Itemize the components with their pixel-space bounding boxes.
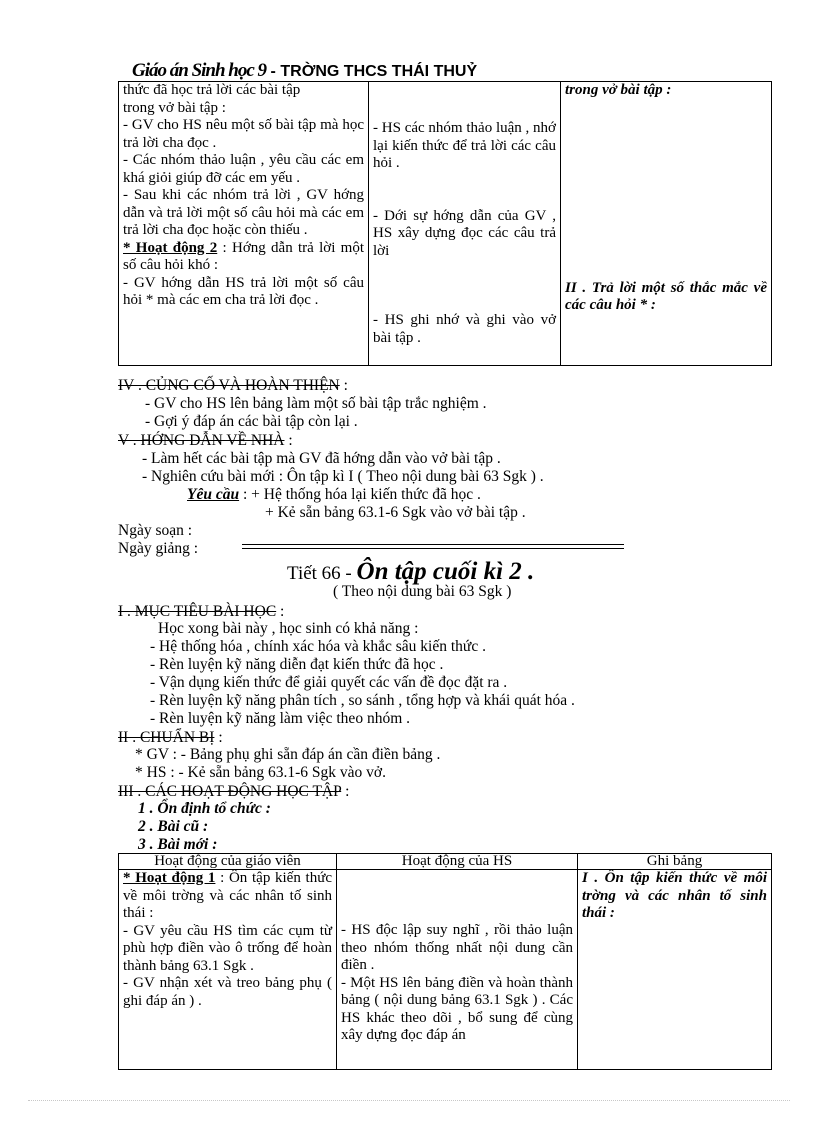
text-line: - Nghiên cứu bài mới : Ôn tập kì I ( Theo nội dung bài 63 Sgk ) . — [142, 468, 544, 485]
text-line: - Dới sự hớng dẫn của GV , HS xây dựng đọc các câu trả lời — [373, 207, 556, 259]
header-school: TRỜNG THCS THÁI THUỶ — [280, 63, 478, 80]
heading-colon: : — [276, 603, 285, 620]
text-line: - HS độc lập suy nghĩ , rồi thảo luận theo nhóm thống nhất nội dung cần điền . — [341, 922, 573, 973]
heading-colon: : — [341, 783, 350, 800]
text-line: - Rèn luyện kỹ năng phân tích , so sánh , tổng hợp và khái quát hóa . — [150, 692, 575, 709]
text-line: - Vận dụng kiến thức để giải quyết các vấn đề đọc đặt ra . — [150, 674, 508, 691]
table-row — [119, 870, 772, 1070]
double-rule — [242, 544, 624, 549]
heading-text: V . HỚNG DẪN VỀ NHÀ — [118, 432, 285, 449]
activity-1-label: * Hoạt động 1 — [123, 870, 216, 886]
lesson-name: Ôn tập cuối kì 2 . — [356, 558, 535, 585]
section-2-heading — [118, 729, 223, 747]
page-bottom-rule — [28, 1100, 790, 1101]
board-notes-cell — [561, 82, 772, 366]
step-2: 2 . Bài cũ : — [138, 818, 209, 835]
step-3: 3 . Bài mới : — [138, 836, 218, 853]
text-line: - Một HS lên bảng điền và hoàn thành bảng ( nội dung bảng 63.1 Sgk ) . Các HS khác theo dõi , bổ sung để cùng xây dựng đọc đáp án — [341, 974, 573, 1043]
text-line: - Rèn luyện kỹ năng diễn đạt kiến thức đã học . — [150, 656, 444, 673]
heading-colon: : — [214, 729, 223, 746]
section-4-heading — [118, 377, 348, 395]
text-line: - Rèn luyện kỹ năng làm việc theo nhóm . — [150, 710, 410, 727]
text-line: - GV hớng dẫn HS trả lời một số câu hỏi * mà các em cha trả lời đọc . — [123, 274, 364, 308]
section-1-heading — [118, 603, 284, 621]
lesson-title — [287, 558, 534, 586]
text-line: - Làm hết các bài tập mà GV đã hớng dẫn vào vở bài tập . — [142, 450, 501, 467]
lesson-subtitle: ( Theo nội dung bài 63 Sgk ) — [333, 583, 512, 600]
text-line: - Sau khi các nhóm trả lời , GV hớng dẫn và trả lời một số câu hỏi mà các em trả lời cha đọc hoặc còn thiếu . — [123, 187, 364, 238]
table-header-row — [119, 854, 772, 870]
heading-colon: : — [284, 432, 293, 449]
section-3-heading — [118, 783, 349, 801]
text-line: - GV cho HS nêu một số bài tập mà học trả lời cha đọc . — [123, 117, 364, 151]
text-line: * GV : - Bảng phụ ghi sẵn đáp án cần điền bảng . — [135, 746, 441, 763]
heading-text: III . CÁC HOẠT ĐỘNG HỌC TẬP — [118, 783, 342, 800]
text-line: - Các nhóm thảo luận , yêu cầu các em khá giỏi giúp đỡ các em yếu . — [123, 152, 364, 186]
requirements-label: Yêu cầu — [187, 486, 240, 503]
page-header — [132, 60, 477, 82]
text-line: + Kẻ sẵn bảng 63.1-6 Sgk vào vở bài tập . — [265, 504, 526, 521]
text-line: - HS ghi nhớ và ghi vào vở bài tập . — [373, 312, 556, 346]
header-title: Giáo án Sinh học 9 — [132, 60, 267, 81]
table-row — [119, 82, 772, 366]
text-line: - HS các nhóm thảo luận , nhớ lại kiến thức để trả lời các câu hỏi . — [373, 120, 556, 171]
lesson-number: Tiết 66 - — [287, 563, 357, 584]
heading-text: II . CHUẨN BỊ — [118, 729, 215, 746]
text-line: - Hệ thống hóa , chính xác hóa và khắc sâu kiến thức . — [150, 638, 486, 655]
activity-2-text: : Hớng dẫn trả lời một số câu hỏi khó : — [123, 239, 364, 273]
text-line: I . Ôn tập kiến thức về môi trờng và các nhân tố sinh thái : — [582, 870, 767, 921]
text-line: - GV yêu cầu HS tìm các cụm từ phù hợp điền vào ô trống để hoàn thành bảng 63.1 Sgk . — [123, 922, 332, 974]
board-notes-cell — [578, 870, 772, 1070]
section-5-heading — [118, 432, 293, 450]
date-prepared: Ngày soạn : — [118, 522, 193, 539]
column-header: Hoạt động của HS — [337, 854, 578, 870]
column-header: Ghi bảng — [578, 854, 772, 870]
student-activity-cell — [337, 870, 578, 1070]
activity-1-text: : Ôn tập kiến thức về môi trờng và các nhân tố sinh thái : — [123, 870, 332, 921]
text-line: - GV nhận xét và treo bảng phụ ( ghi đáp án ) . — [123, 975, 332, 1009]
activity-2-label: * Hoạt động 2 — [123, 239, 218, 256]
heading-text: I . MỤC TIÊU BÀI HỌC — [118, 603, 277, 620]
text-line: thức đã học trả lời các bài tập — [123, 82, 301, 98]
student-activity-cell — [369, 82, 561, 366]
text-line: Học xong bài này , học sinh có khả năng : — [158, 620, 419, 637]
text-line: trong vở bài tập : — [565, 82, 672, 98]
text-line: trong vở bài tập : — [123, 99, 226, 116]
requirements-line — [187, 486, 481, 504]
text-line: II . Trả lời một số thắc mắc về các câu hỏi * : — [565, 279, 767, 313]
heading-colon: : — [339, 377, 348, 394]
heading-text: IV . CỦNG CỐ VÀ HOÀN THIỆN — [118, 377, 340, 394]
activity-1-paragraph — [123, 870, 332, 923]
teacher-activity-cell — [119, 82, 369, 366]
teacher-activity-cell — [119, 870, 337, 1070]
step-1: 1 . Ổn định tổ chức : — [138, 800, 271, 817]
activity-2-paragraph — [123, 240, 364, 275]
text-line: - Gợi ý đáp án các bài tập còn lại . — [145, 413, 358, 430]
text-line: - GV cho HS lên bảng làm một số bài tập trắc nghiệm . — [145, 395, 487, 412]
requirements-text: : + Hệ thống hóa lại kiến thức đã học . — [239, 486, 481, 503]
header-separator: - — [270, 63, 276, 80]
activity-table-continued — [118, 81, 772, 366]
text-line: * HS : - Kẻ sẵn bảng 63.1-6 Sgk vào vở. — [135, 764, 387, 781]
activity-table — [118, 853, 772, 1070]
column-header: Hoạt động của giáo viên — [119, 854, 337, 870]
date-taught: Ngày giảng : — [118, 540, 199, 557]
